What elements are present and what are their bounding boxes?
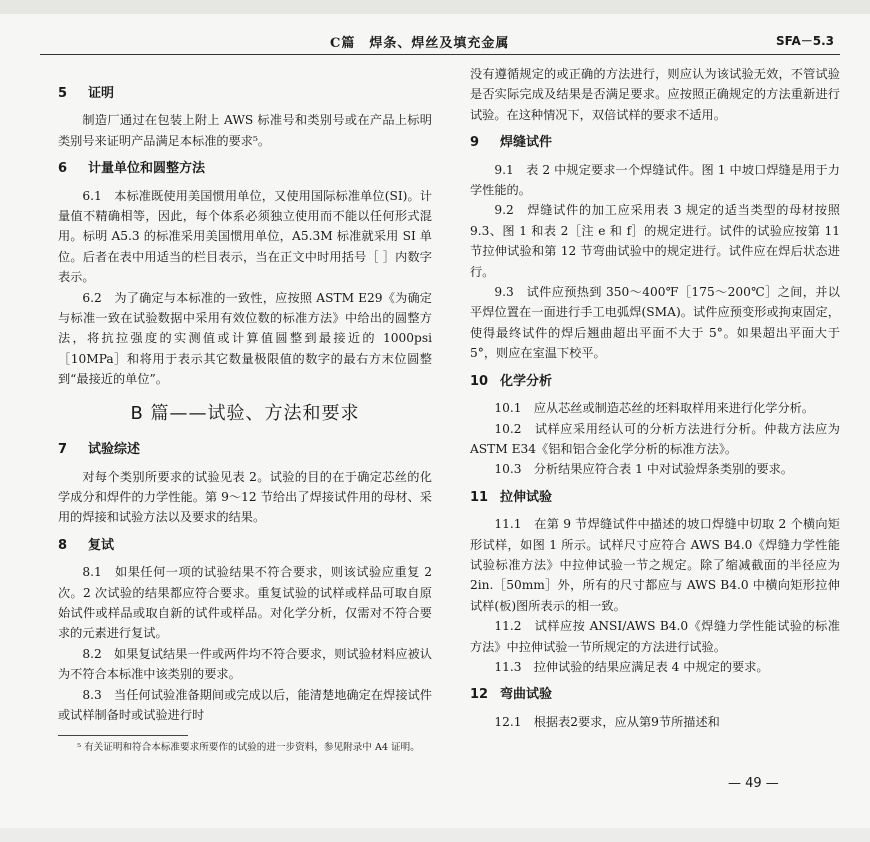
running-header — [0, 32, 870, 52]
paragraph-11-1: 11.1 在第 9 节焊缝试件中描述的坡口焊缝中切取 2 个横向矩形试样，如图 1 所示。试样尺寸应符合 AWS B4.0《焊缝力学性能试验标准方法》中拉伸试验一节之规定。除了缩减截面的半径应为 2in.［50mm］外，所有的尺寸都应与 AWS B4.0 中横向矩形拉伸试样(板)图所表示的相一致。 — [470, 517, 840, 613]
scan-bottom-margin — [0, 828, 870, 842]
section-heading-5: 5 证明 — [58, 86, 115, 101]
footnote-rule — [58, 735, 188, 736]
section-heading-6: 6 计量单位和圆整方法 — [58, 161, 206, 177]
paragraph-continued: 没有遵循规定的或正确的方法进行，则应认为该试验无效，不管试验是否实际完成及结果是否满足要求。应按照正确规定的方法重新进行试验。在这种情况下，双倍试样的要求不适用。 — [470, 67, 840, 122]
paragraph-6-2: 6.2 为了确定与本标准的一致性，应按照 ASTM E29《为确定与标准一致在试验数据中采用有效位数的标准方法》中给出的圆整方法，将抗拉强度的实测值或计算值圆整到最接近的 1000psi［10MPa］和将用于表示其它数量极限值的数字的最右方末位圆整到“最接近的单位”。 — [58, 290, 432, 387]
section-heading-7: 7 试验综述 — [58, 442, 141, 458]
paragraph-10-3: 10.3 分析结果应符合表 1 中对试验焊条类别的要求。 — [494, 462, 793, 477]
section-heading-10: 10 化学分析 — [470, 373, 553, 389]
part-b-heading: B 篇——试验、方法和要求 — [130, 402, 360, 424]
section-heading-11: 11 拉伸试验 — [470, 489, 553, 505]
paragraph-8-3: 8.3 当任何试验准备期间或完成以后，能清楚地确定在焊接试件或试样制备时或试验进行时 — [58, 687, 432, 722]
header-rule — [40, 54, 840, 55]
page-number: — 49 — — [728, 776, 779, 791]
paragraph-11-2: 11.2 试样应按 ANSI/AWS B4.0《焊缝力学性能试验的标准方法》中拉伸试验一节所规定的方法进行试验。 — [470, 619, 840, 654]
left-column — [58, 76, 432, 755]
paragraph-12-1: 12.1 根据表2要求，应从第9节所描述和 — [494, 714, 720, 729]
paragraph-6-1: 6.1 本标准既使用美国惯用单位，又使用国际标准单位(SI)。计量值不精确相等，因此，每个体系必须独立使用而不能以任何形式混用。标明 A5.3 的标准采用美国惯用单位，A5.3M 标准就采用 SI 单位。后者在表中用适当的栏目表示，当在正文中时用括号［ ］内数字表示。 — [58, 188, 432, 285]
paragraph-10-2: 10.2 试样应采用经认可的分析方法进行分析。仲裁方法应为 ASTM E34《铝和铝合金化学分析的标准方法》。 — [470, 421, 840, 456]
header-title: C篇 焊条、焊丝及填充金属 — [330, 36, 510, 51]
scan-top-margin — [0, 0, 870, 14]
paragraph-10-1: 10.1 应从芯丝或制造芯丝的坯料取样用来进行化学分析。 — [494, 401, 815, 416]
paragraph-5: 制造厂通过在包装上附上 AWS 标准号和类别号或在产品上标明类别号来证明产品满足本标准的要求⁵。 — [58, 113, 432, 148]
header-code: SFA－5.3 — [775, 34, 834, 48]
section-heading-12: 12 弯曲试验 — [470, 687, 553, 703]
footnote: ⁵ 有关证明和符合本标准要求所要作的试验的进一步资料，参见附录中 A4 证明。 — [77, 742, 420, 754]
paragraph-9-3: 9.3 试件应预热到 350～400℉［175～200℃］之间，并以平焊位置在一面进行手工电弧焊(SMA)。试件应预变形或拘束固定，使得最终试件的焊后翘曲超出平面不大于 5°。如果超出平面大于 5°，则应在室温下校平。 — [470, 285, 840, 361]
paragraph-9-1: 9.1 表 2 中规定要求一个焊缝试件。图 1 中坡口焊缝是用于力学性能的。 — [470, 162, 840, 198]
section-heading-8: 8 复试 — [58, 537, 115, 553]
paragraph-7: 对每个类别所要求的试验见表 2。试验的目的在于确定芯丝的化学成分和焊件的力学性能。第 9～12 节给出了焊接试件用的母材、采用的焊接和试验方法以及要求的结果。 — [58, 469, 432, 525]
paragraph-11-3: 11.3 拉伸试验的结果应满足表 4 中规定的要求。 — [494, 659, 769, 674]
right-column — [470, 64, 840, 732]
paragraph-8-2: 8.2 如果复试结果一件或两件均不符合要求，则试验材料应被认为不符合本标准中该类别的要求。 — [58, 646, 432, 682]
section-heading-9: 9 焊缝试件 — [470, 135, 553, 151]
paragraph-9-2: 9.2 焊缝试件的加工应采用表 3 规定的适当类型的母材按照 9.3、图 1 和表 2［注 e 和 f］的规定进行。试件的试验应按第 11 节拉伸试验和第 12 节弯曲试验中的规定进行。试件应在焊后状态进行。 — [470, 203, 840, 279]
paragraph-8-1: 8.1 如果任何一项的试验结果不符合要求，则该试验应重复 2 次。2 次试验的结果都应符合要求。重复试验的试样或样品可取自原始试件或样品或取自新的试件或样品。对化学分析，仅需对不符合要求的元素进行复试。 — [58, 565, 432, 641]
